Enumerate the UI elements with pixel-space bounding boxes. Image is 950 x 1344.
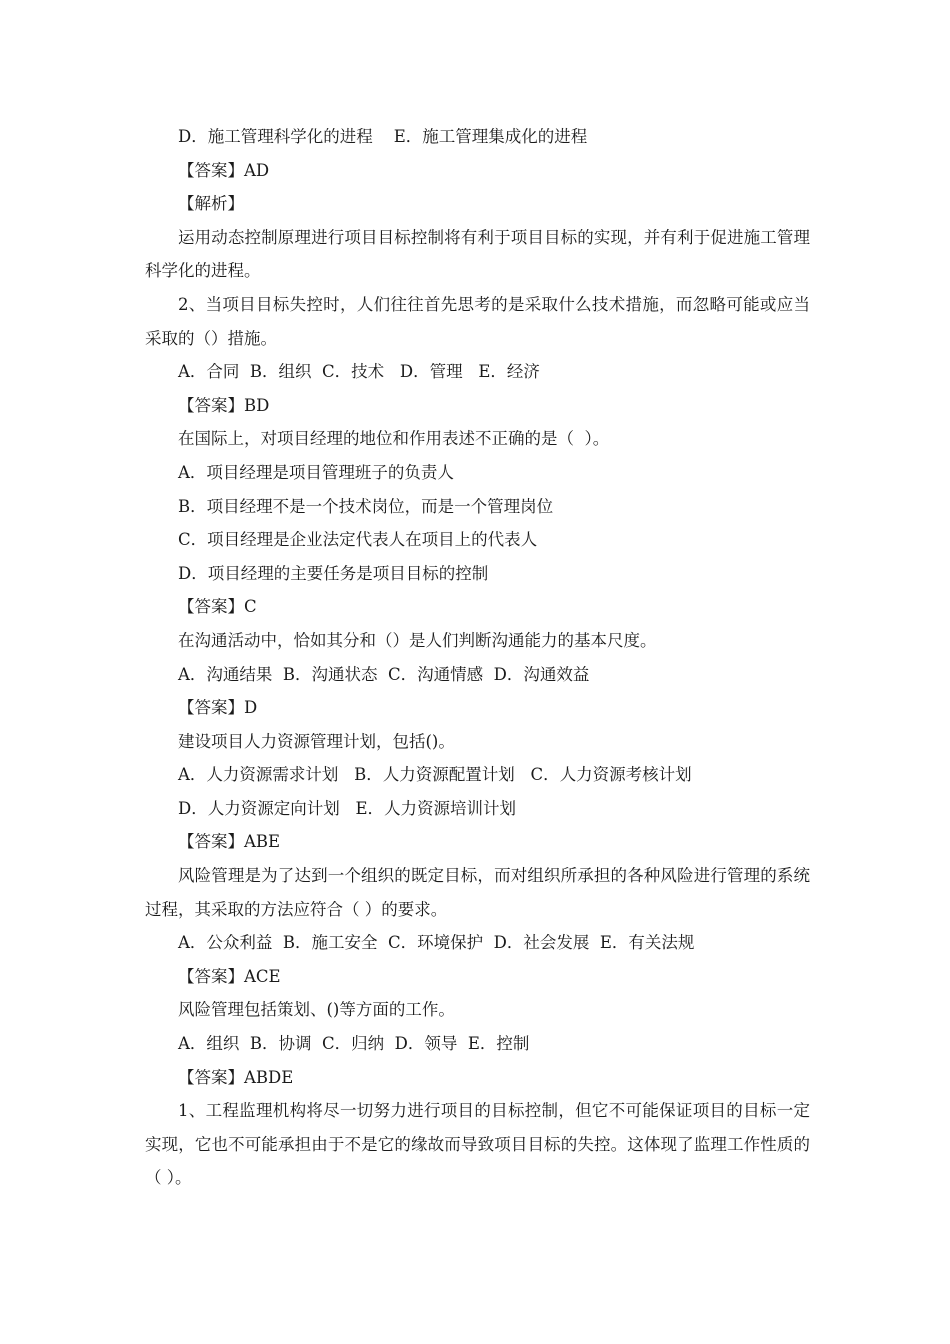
- option-line: A．合同 B．组织 C．技术 D．管理 E．经济: [178, 362, 540, 382]
- question-line: 风险管理包括策划、()等方面的工作。: [178, 1000, 455, 1020]
- option-line: A．公众利益 B．施工安全 C．环境保护 D．社会发展 E．有关法规: [178, 933, 695, 953]
- analysis-paragraph: 运用动态控制原理进行项目目标控制将有利于项目目标的实现，并有利于促进施工管理科学化的进程。: [145, 227, 810, 281]
- answer-line: 【答案】BD: [178, 395, 270, 415]
- question-paragraph: 2、当项目目标失控时，人们往往首先思考的是采取什么技术措施，而忽略可能或应当采取的（）措施。: [145, 294, 810, 348]
- answer-line: 【答案】C: [178, 597, 257, 617]
- answer-line: 【答案】D: [178, 698, 258, 718]
- option-line: B．项目经理不是一个技术岗位，而是一个管理岗位: [178, 496, 554, 516]
- answer-line: 【答案】ABDE: [178, 1067, 294, 1087]
- analysis-heading: 【解析】: [178, 194, 244, 214]
- option-line: A．沟通结果 B．沟通状态 C．沟通情感 D．沟通效益: [178, 664, 590, 684]
- option-line: A．项目经理是项目管理班子的负责人: [178, 462, 454, 482]
- question-line: 在沟通活动中，恰如其分和（）是人们判断沟通能力的基本尺度。: [178, 630, 657, 650]
- question-line: 建设项目人力资源管理计划，包括()。: [178, 731, 455, 751]
- option-line: D．施工管理科学化的进程 E．施工管理集成化的进程: [178, 127, 588, 146]
- option-line: C．项目经理是企业法定代表人在项目上的代表人: [178, 530, 538, 550]
- question-line: 在国际上，对项目经理的地位和作用表述不正确的是（ ）。: [178, 429, 610, 449]
- document-body: [145, 120, 810, 1195]
- option-line: D．人力资源定向计划 E．人力资源培训计划: [178, 798, 517, 818]
- question-paragraph: 1、工程监理机构将尽一切努力进行项目的目标控制，但它不可能保证项目的目标一定实现，它也不可能承担由于不是它的缘故而导致项目目标的失控。这体现了监理工作性质的（ ）。: [145, 1101, 810, 1188]
- option-line: A．组织 B．协调 C．归纳 D．领导 E．控制: [178, 1034, 530, 1054]
- question-paragraph: 风险管理是为了达到一个组织的既定目标，而对组织所承担的各种风险进行管理的系统过程，其采取的方法应符合（ ）的要求。: [145, 866, 810, 919]
- option-line: D．项目经理的主要任务是项目目标的控制: [178, 563, 489, 583]
- option-line: A．人力资源需求计划 B．人力资源配置计划 C．人力资源考核计划: [178, 765, 692, 785]
- answer-line: 【答案】ABE: [178, 832, 281, 852]
- answer-line: 【答案】AD: [178, 160, 270, 180]
- answer-line: 【答案】ACE: [178, 966, 281, 986]
